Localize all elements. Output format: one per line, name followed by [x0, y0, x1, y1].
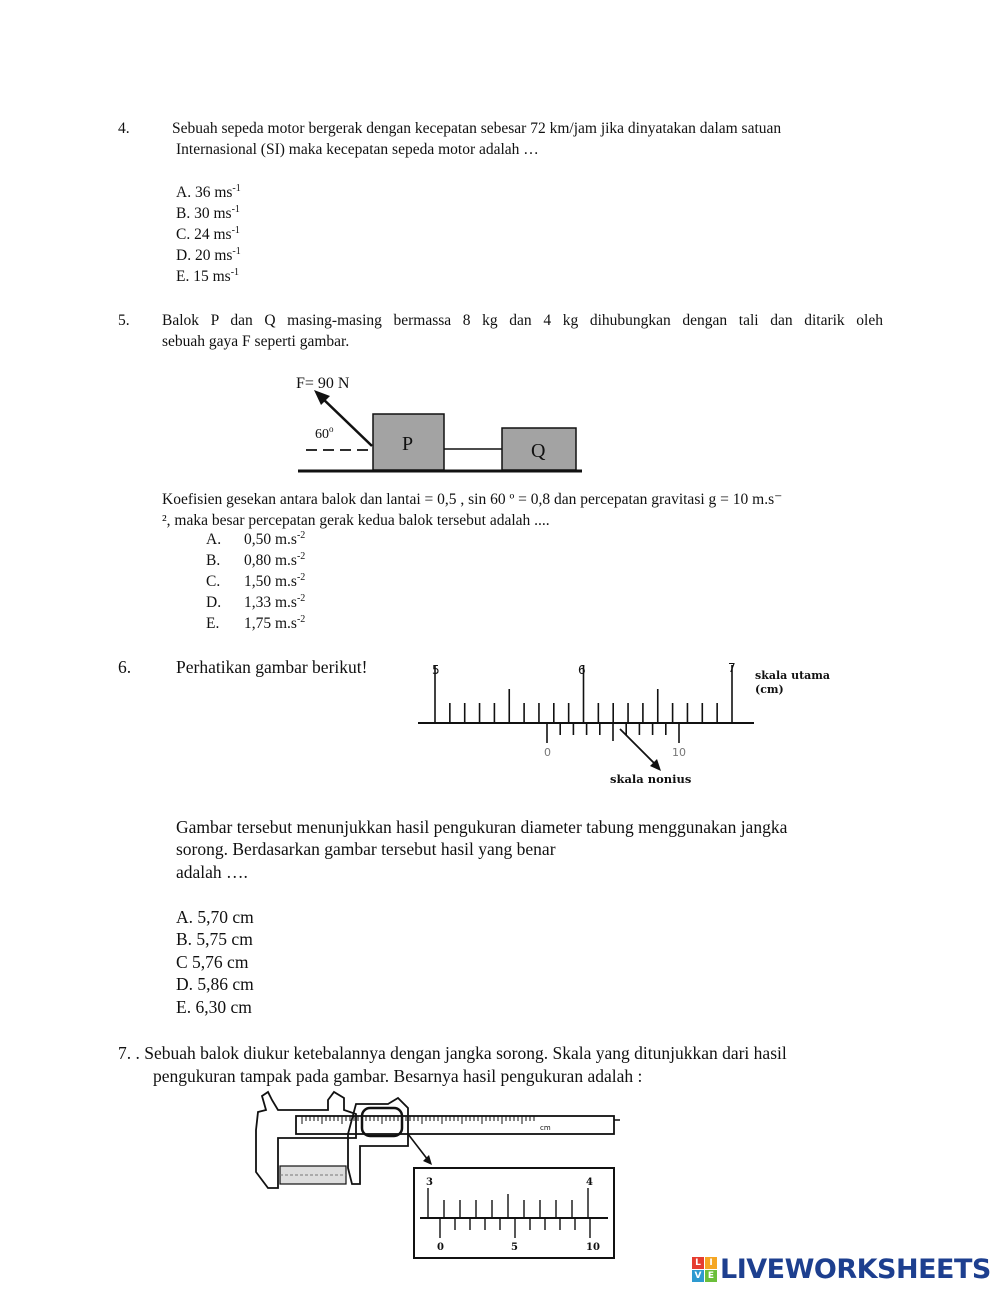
block-q-label: Q: [531, 440, 546, 462]
zoom-main-label-4: 4: [586, 1177, 593, 1188]
q7-text-line1: 7. . Sebuah balok diukur ketebalannya dengan jangka sorong. Skala yang ditunjukkan dari hasil: [118, 1043, 787, 1063]
q4-option-c[interactable]: C. 24 $ms^{-1}$: [176, 225, 240, 243]
q4-text-line1: Sebuah sepeda motor bergerak dengan kecepatan sebesar 72 km/jam jika dinyatakan dalam satuan: [172, 120, 782, 137]
q5-option-b[interactable]: B. 0,80 $m.s^{-2}$: [206, 551, 306, 569]
logo-text: LIVEWORKSHEETS: [720, 1253, 991, 1285]
q7-text-line2: pengukuran tampak pada gambar. Besarnya hasil pengukuran adalah :: [153, 1066, 643, 1086]
angle-label: 60$^o$: [315, 424, 334, 442]
q6-option-c[interactable]: C 5,76 cm: [176, 952, 249, 972]
q5-text-line4: ², maka besar percepatan gerak kedua balok tersebut adalah ....: [162, 512, 550, 529]
q5-option-e[interactable]: E. 1,75 $m.s^{-2}$: [206, 614, 306, 632]
q5-option-c[interactable]: C. 1,50 $m.s^{-2}$: [206, 572, 306, 590]
main-scale-label: skala utama: [755, 669, 831, 682]
q4-option-a[interactable]: A. 36 $ms^{-1}$: [176, 183, 241, 201]
main-label-5: 5: [432, 663, 440, 677]
nonius-label-10: 10: [672, 746, 686, 759]
main-label-6: 6: [578, 663, 586, 677]
q6-text-line1: Gambar tersebut menunjukkan hasil pengukuran diameter tabung menggunakan jangka: [176, 817, 788, 837]
main-beam: [296, 1116, 614, 1134]
zoom-main-label-3: 3: [426, 1177, 433, 1188]
zoom-nonius-label-0: 0: [437, 1242, 444, 1253]
q5-option-a[interactable]: A. 0,50 $m.s^{-2}$: [206, 530, 306, 548]
logo-tile-l: L: [692, 1257, 704, 1269]
zoom-nonius-label-5: 5: [511, 1242, 518, 1253]
logo-tile-i: I: [705, 1257, 717, 1269]
q4-option-b[interactable]: B. 30 $ms^{-1}$: [176, 204, 240, 222]
q4-option-d[interactable]: D. 20 $ms^{-1}$: [176, 246, 241, 264]
main-label-7: 7: [728, 661, 736, 675]
zoom-nonius-label-10: 10: [586, 1242, 600, 1253]
q6-text-line2: sorong. Berdasarkan gambar tersebut hasil yang benar: [176, 839, 556, 859]
q5-option-d[interactable]: D. 1,33 $m.s^{-2}$: [206, 593, 306, 611]
main-scale-unit: (cm): [755, 683, 784, 696]
nonius-label-0: 0: [544, 746, 551, 759]
q6-option-b[interactable]: B. 5,75 cm: [176, 929, 253, 949]
q6-option-e[interactable]: E. 6,30 cm: [176, 997, 252, 1017]
q5-text-line1: Balok P dan Q masing-masing bermassa 8 kg dan 4 kg dihubungkan dengan tali dan ditarik oleh: [162, 312, 883, 329]
liveworksheets-logo: [692, 1252, 991, 1286]
block-p-label: P: [402, 433, 414, 455]
q5-text-line2: sebuah gaya F seperti gambar.: [162, 333, 350, 350]
q7-caliper-figure: [248, 1088, 628, 1268]
nonius-scale-label: skala nonius: [610, 772, 692, 786]
q5-number: 5.: [118, 312, 130, 329]
q4-text-line2: Internasional (SI) maka kecepatan sepeda motor adalah …: [176, 141, 539, 158]
q5-text-line3: Koefisien gesekan antara balok dan lantai = 0,5 , sin 60 º = 0,8 dan percepatan gravitasi g = 10 m.s⁻: [162, 491, 783, 508]
zoom-arrow: [408, 1134, 428, 1160]
logo-tiles: [692, 1257, 717, 1282]
q5-figure: [290, 368, 590, 480]
q6-text-line3: adalah ….: [176, 862, 248, 882]
q6-intro: Perhatikan gambar berikut!: [176, 657, 368, 677]
q4-option-e[interactable]: E. 15 $ms^{-1}$: [176, 267, 240, 285]
q6-option-a[interactable]: A. 5,70 cm: [176, 907, 254, 927]
logo-tile-v: V: [692, 1270, 704, 1282]
q6-option-d[interactable]: D. 5,86 cm: [176, 974, 254, 994]
force-label: F= 90 N: [296, 375, 350, 392]
beam-cm-label: cm: [540, 1124, 551, 1132]
logo-tile-e: E: [705, 1270, 717, 1282]
nonius-pointer-arrow: [620, 729, 656, 765]
q6-number: 6.: [118, 657, 132, 677]
q6-vernier-figure: [410, 655, 850, 790]
q4-number: 4.: [118, 120, 130, 137]
